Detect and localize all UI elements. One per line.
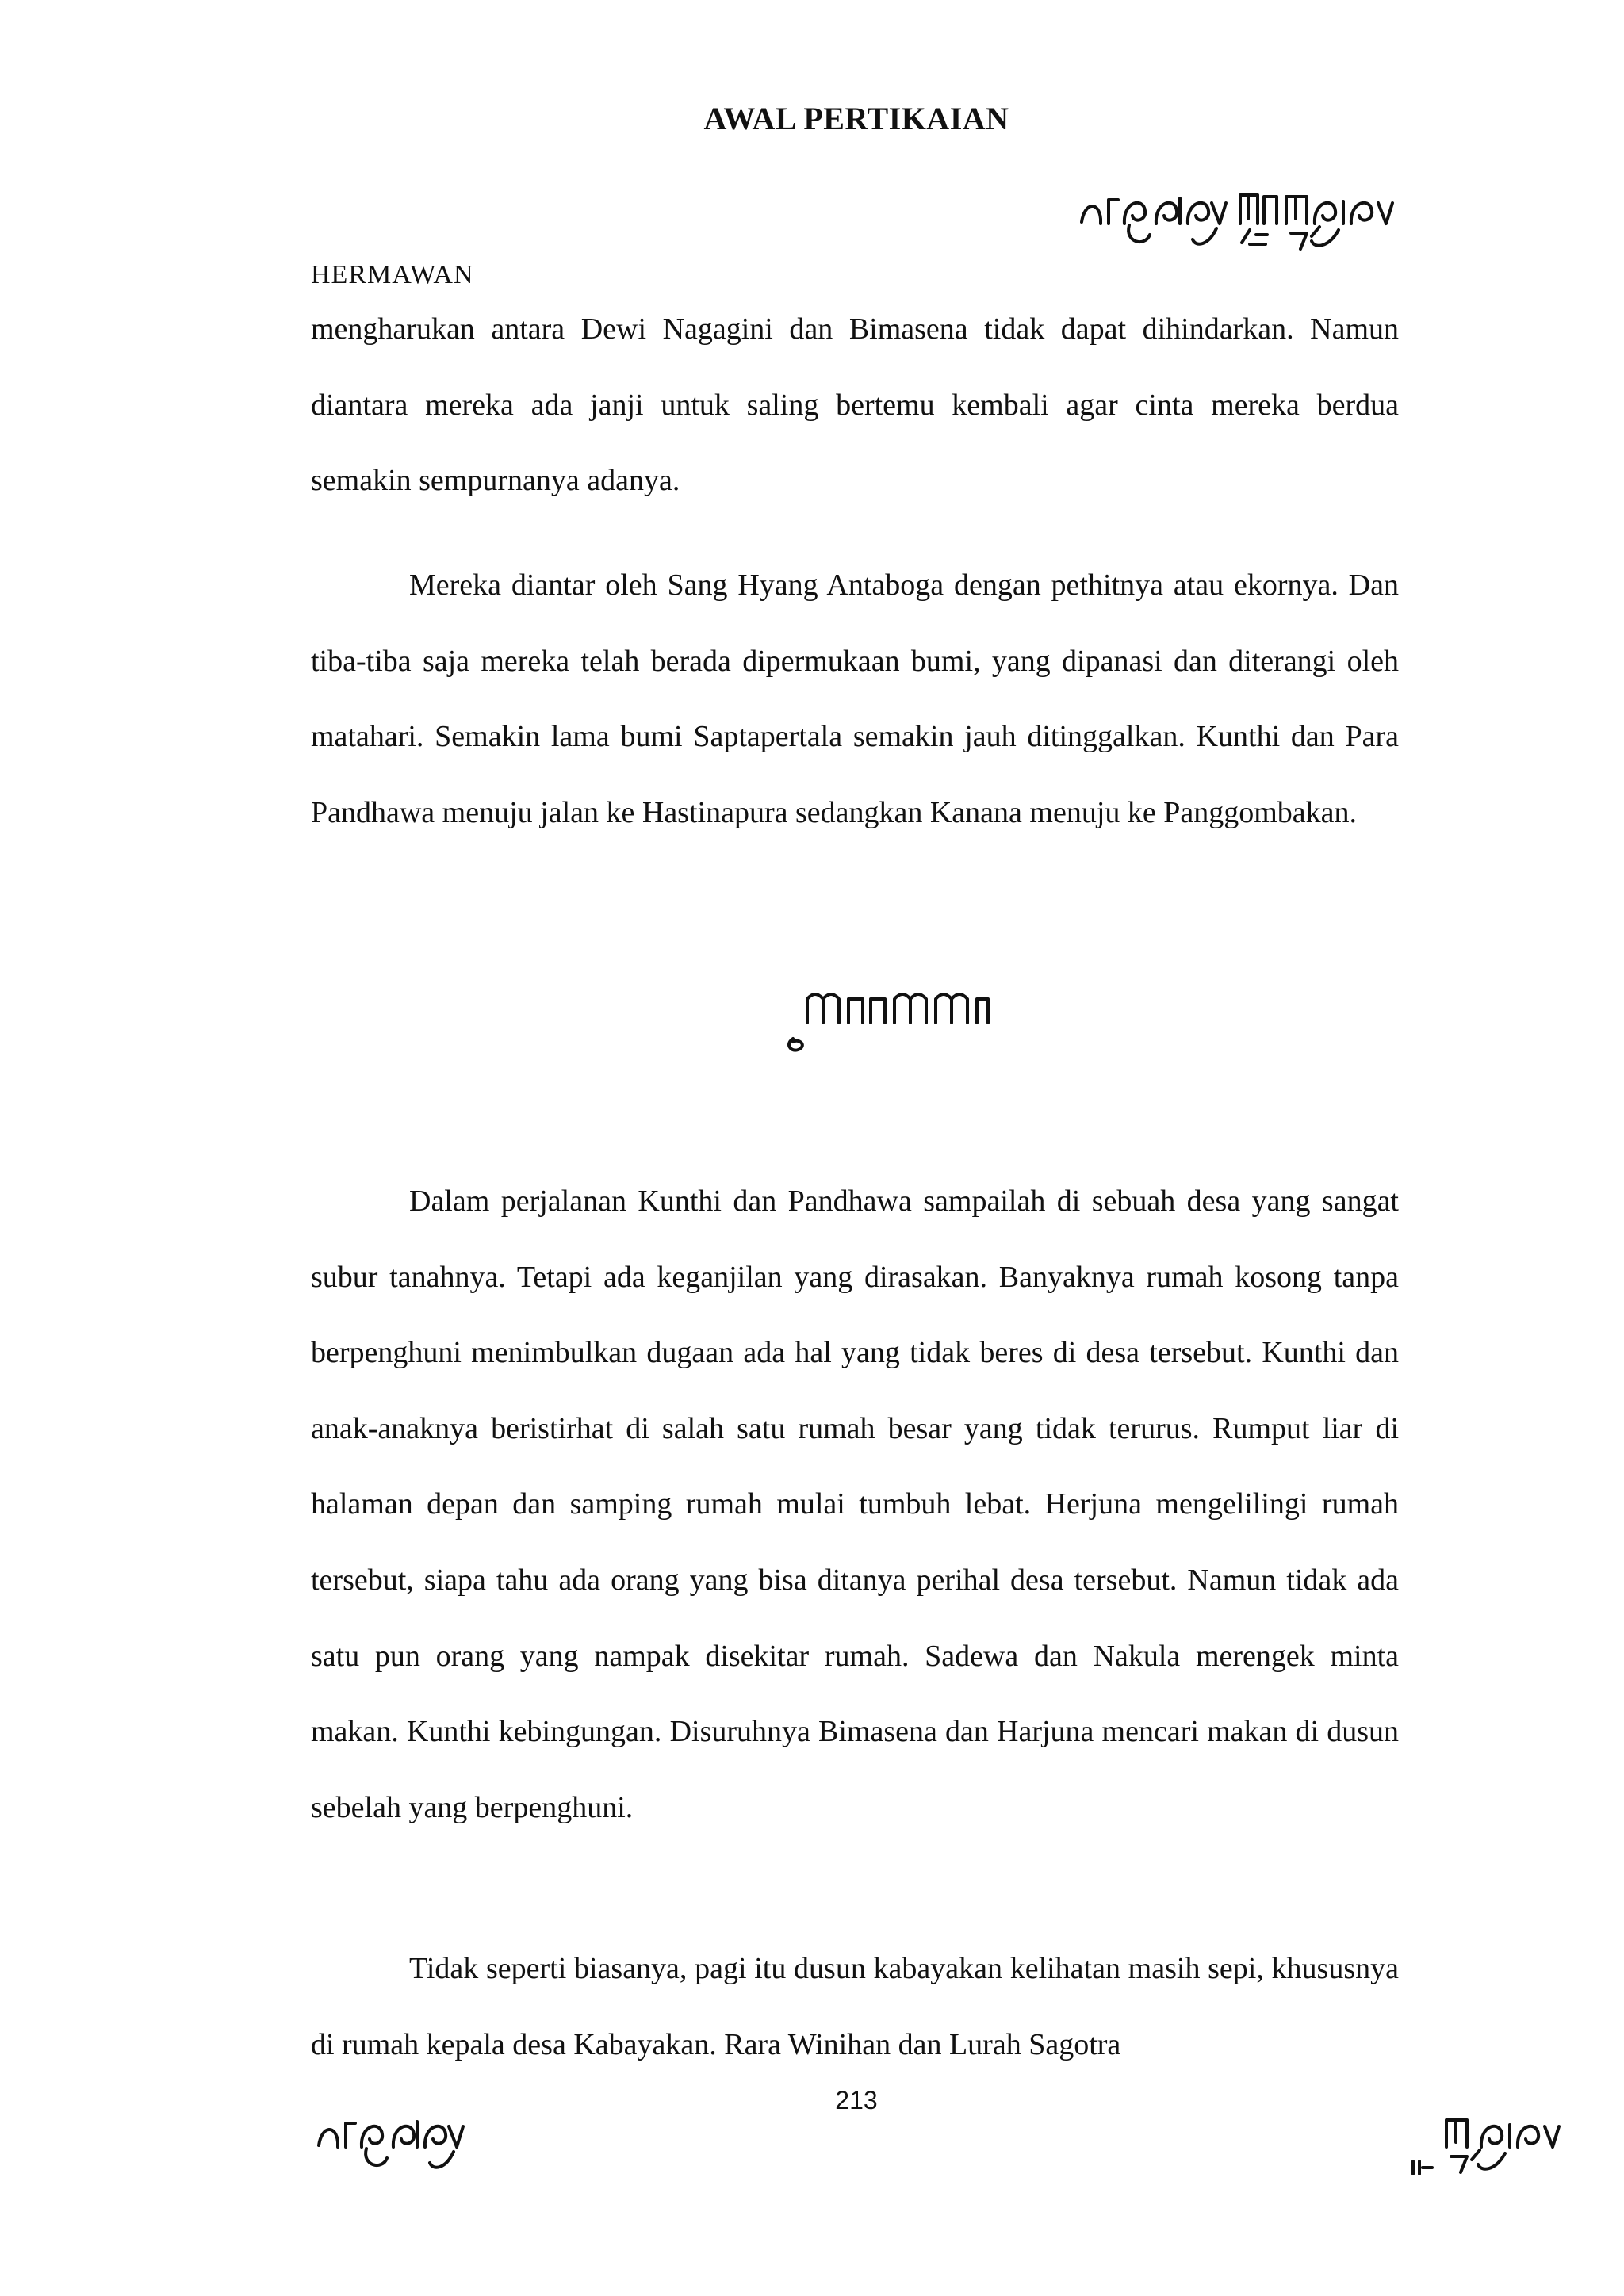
page-number: 213 (835, 2086, 878, 2114)
paragraph-2: Mereka diantar oleh Sang Hyang Antaboga dengan pethitnya atau ekornya. Dan tiba-tiba saja mereka telah berada dipermukaan bumi, yang dipanasi dan diterangi oleh matahari. Semakin lama bumi Saptapertala semakin jauh ditinggalkan. Kunthi dan Para Pandhawa menuju jalan ke Hastinapura sedangkan Kanana menuju ke Panggombakan. (311, 568, 1399, 829)
javanese-script-divider (783, 983, 998, 1054)
author-name: HERMAWAN (311, 260, 474, 289)
paragraph-1: mengharukan antara Dewi Nagagini dan Bimasena tidak dapat dihindarkan. Namun diantara mereka ada janji untuk saling bertemu kembali agar cinta mereka berdua semakin sempurnanya adanya. (311, 312, 1399, 498)
paragraph-4: Tidak seperti biasanya, pagi itu dusun kabayakan kelihatan masih sepi, khususnya di rumah kepala desa Kabayakan. Rara Winihan dan Lurah Sagotra (311, 1952, 1399, 2061)
javanese-script-ornament-footer-left (314, 2103, 496, 2190)
javanese-script-ornament-footer-right (1405, 2103, 1564, 2190)
paragraph-3: Dalam perjalanan Kunthi dan Pandhawa sampailah di sebuah desa yang sangat subur tanahnya. Tetapi ada keganjilan yang dirasakan. Banyaknya rumah kosong tanpa berpenghuni menimbulkan dugaan ada hal yang tidak beres di desa tersebut. Kunthi dan anak-anaknya beristirhat di salah satu rumah besar yang tidak terurus. Rumput liar di halaman depan dan samping rumah mulai tumbuh lebat. Herjuna mengelilingi rumah tersebut, siapa tahu ada orang yang bisa ditanya perihal desa tersebut. Namun tidak ada satu pun orang yang nampak disekitar rumah. Sadewa dan Nakula merengek minta makan. Kunthi kebingungan. Disuruhnya Bimasena dan Harjuna mencari makan di dusun sebelah yang berpenghuni. (311, 1184, 1399, 1824)
javanese-script-ornament-header (1077, 179, 1418, 266)
page-title: AWAL PERTIKAIAN (703, 101, 1009, 136)
